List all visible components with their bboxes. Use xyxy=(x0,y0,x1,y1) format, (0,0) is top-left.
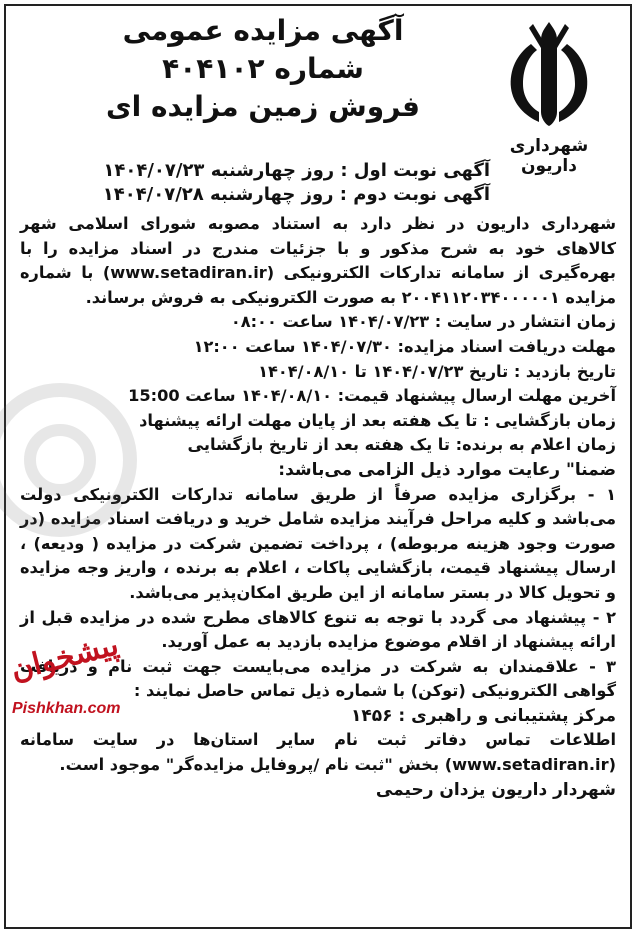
second-round: آگهی نوبت دوم : روز چهارشنبه ۱۴۰۴/۰۷/۲۸ xyxy=(102,184,490,205)
first-round: آگهی نوبت اول : روز چهارشنبه ۱۴۰۴/۰۷/۲۳ xyxy=(103,160,490,181)
doc-deadline: مهلت دریافت اسناد مزایده: ۱۴۰۴/۰۷/۳۰ ساعت ۱۲:۰۰ xyxy=(193,336,616,356)
notes-heading: ضمنا" رعایت موارد ذیل الزامی می‌باشد: xyxy=(278,459,616,480)
municipality-emblem xyxy=(484,14,614,176)
visit-date: تاریخ بازدید : تاریخ ۱۴۰۴/۰۷/۲۳ تا ۱۴۰۴/۰۸/۱۰ xyxy=(258,361,616,381)
watermark-logo: پیشخوان xyxy=(7,627,123,688)
notice-number: شماره ۴۰۴۱۰۲ xyxy=(162,52,364,85)
signature: شهردار داریون یزدان رحیمی xyxy=(375,779,616,800)
title-block xyxy=(54,12,472,126)
note-item: ۳ - علاقمندان به شرکت در مزایده می‌بایست جهت ثبت نام و دریافت گواهی الکترونیکی (توکن) با شماره ذیل تماس حاصل نمایند : xyxy=(20,656,616,701)
notice-subject: فروش زمین مزایده ای xyxy=(106,90,420,123)
publish-time: زمان انتشار در سایت : ۱۴۰۴/۰۷/۲۳ ساعت ۰۸:۰۰ xyxy=(230,312,616,332)
support-center: مرکز پشتیبانی و راهبری : ۱۴۵۶ xyxy=(351,705,616,726)
other-provinces-info: اطلاعات تماس دفاتر ثبت نام سایر استان‌ها در سایت سامانه (www.setadiran.ir) بخش "ثبت نام /پروفایل مزایده‌گر" موجود است. xyxy=(20,730,616,775)
notice-title: آگهی مزایده عمومی xyxy=(122,14,404,47)
winner-announce: زمان اعلام به برنده: تا یک هفته بعد از تاریخ بازگشایی xyxy=(187,435,616,455)
opening-time: زمان بازگشایی : تا یک هفته بعد از پایان مهلت ارائه پیشنهاد xyxy=(139,410,616,430)
publication-rounds xyxy=(30,159,490,207)
watermark-site: Pishkhan.com xyxy=(12,700,121,717)
intro-paragraph: شهرداری داریون در نظر دارد به استناد مصوبه شورای اسلامی شهر کالاهای خود به شرح مذکور و با جزئیات مندرج در اسناد مزایده را با بهره‌گیری از سامانه تدارکات الکترونیکی (www.setadiran.ir) با شماره مزایده ۲۰۰۴۱۱۲۰۳۴۰۰۰۰۰۱ به صورت الکترونیکی به فروش برساند. xyxy=(20,214,616,307)
notice-page xyxy=(4,4,632,929)
org-caption: شهرداری داریون xyxy=(509,136,589,176)
note-item: ۲ - پیشنهاد می گردد با توجه به تنوع کالاهای مطرح شده در مزایده قبل از ارائه پیشنهاد از اقلام موضوع مزایده بازدید به عمل آورید. xyxy=(20,607,616,652)
offer-deadline: آخرین مهلت ارسال پیشنهاد قیمت: ۱۴۰۴/۰۸/۱۰ ساعت 15:00 xyxy=(128,386,616,406)
note-item: ۱ - برگزاری مزایده صرفاً از طریق سامانه تدارکات الکترونیکی دولت می‌باشد و کلیه مراحل فرآیند مزایده شامل خرید و دریافت اسناد مزایده (در صورت وجود هزینه مربوطه) ، پرداخت تضمین شرکت در مزایده ( ودیعه) ، ارسال پیشنهاد قیمت، بازگشایی پاکات ، اعلام به برنده ، واریز وجه مزایده و تحویل کالا در بستر سامانه از این طریق امکان‌پذیر می‌باشد. xyxy=(20,484,616,602)
iran-emblem-icon xyxy=(501,14,597,132)
